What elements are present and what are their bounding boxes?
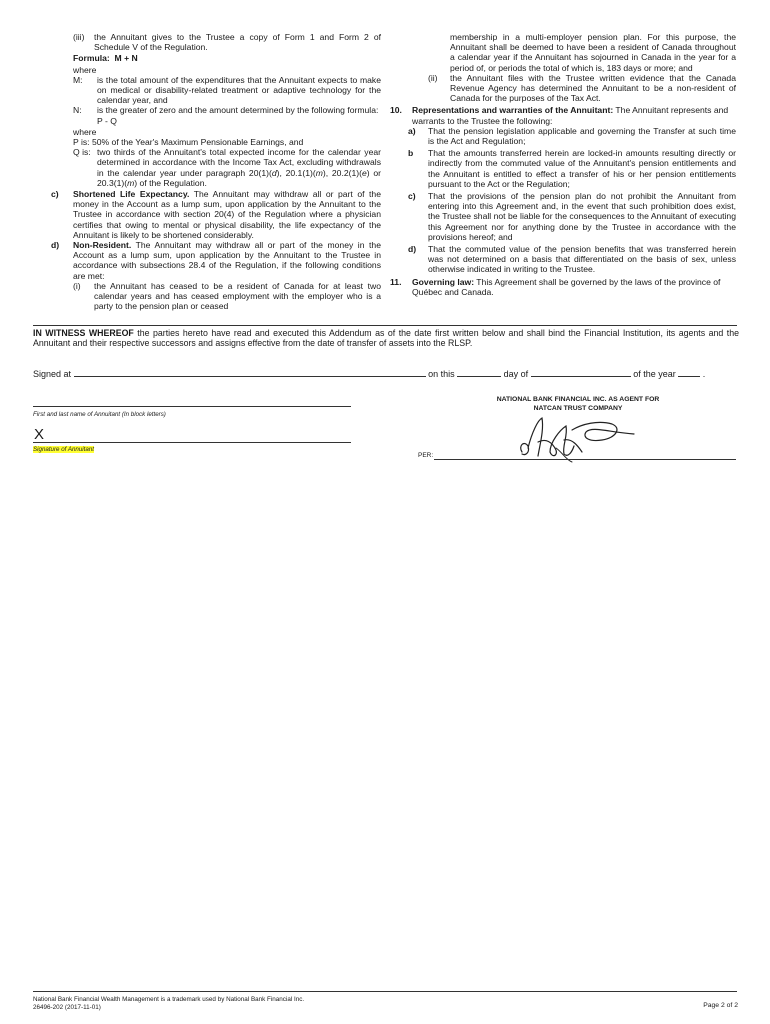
witness-text: the parties hereto have read and executed this Addendum as of the date first written below and shall bind the Financial Institution, its agents and the Annuitant and their respective successors and assigns effective from the date of transfer of assets into the RLSP.	[33, 328, 739, 349]
clause-iii	[73, 32, 381, 52]
agent-signature-field[interactable]	[434, 459, 736, 460]
on-this-label: on this	[428, 369, 455, 379]
definition-q-label: Q is:	[73, 147, 91, 158]
continued-text: membership in a multi-employer pension plan. For this purpose, the Annuitant shall be deemed to have been a resident of Canada throughout a calendar year if the Annuitant has sojourned in Canada in the year for a period of, or periods the total of which is, 183 days or more; and	[450, 32, 736, 73]
signature-caption-highlight: Signature of Annuitant	[33, 446, 95, 453]
clause-i-label: (i)	[73, 280, 81, 291]
nbf-line-2: NATCAN TRUST COMPANY	[533, 405, 623, 412]
section-11-title: Governing law:	[412, 276, 475, 287]
clause-i	[73, 281, 381, 312]
rep-c-label: c)	[408, 191, 416, 202]
of-the-year-label: of the year	[633, 369, 676, 379]
where-2: where	[73, 126, 97, 137]
rep-c	[408, 191, 736, 242]
section-10-text: The Annuitant represents and warrants to the Trustee the following:	[412, 105, 729, 126]
formula-pq: P - Q	[97, 115, 117, 126]
definition-p: P is: 50% of the Year's Maximum Pensionable Earnings, and	[73, 137, 304, 148]
formula-value: M + N	[114, 53, 138, 64]
annuitant-signature-field[interactable]	[33, 442, 351, 443]
definition-n-label: N:	[73, 105, 82, 116]
footer-trademark: National Bank Financial Wealth Management is a trademark used by National Bank Financial Inc.	[33, 996, 305, 1003]
clause-d-label: d)	[51, 240, 60, 251]
year-field[interactable]	[678, 368, 700, 377]
rep-d-text: That the commuted value of the pension benefits that was transferred herein was not determined on a basis that differentiated on the basis of sex, unless otherwise indicated in writing to the Trustee.	[428, 244, 736, 275]
witness-lead: IN WITNESS WHEREOF	[33, 328, 134, 338]
definition-n	[73, 105, 381, 115]
per-label: PER:	[418, 452, 434, 459]
nbf-line-1: NATIONAL BANK FINANCIAL INC. AS AGENT FOR	[496, 396, 660, 403]
definition-q-text: two thirds of the Annuitant's total expected income for the calendar year determined in accordance with the Income Tax Act, excluding withdrawals in the calendar year under paragraph 20(1)(d), 20.1(1)(m), 20.2(1)(e) or 20.3(1)(m) of the Regulation.	[97, 147, 382, 188]
rep-c-text: That the provisions of the pension plan do not prohibit the Annuitant from entering into this Agreement and, in the event that such prohibition does exist, the Trustee shall not be liable for the consequences to the Annuitant of executing this Agreement nor for anything done by the Trustee in accordance with the provisions hereof; and	[428, 191, 736, 242]
footer-divider	[33, 991, 737, 992]
clause-ii-label: (ii)	[428, 72, 438, 83]
day-of-label: day of	[503, 369, 529, 379]
day-field[interactable]	[457, 368, 501, 377]
section-11-text: This Agreement shall be governed by the laws of the province of Québec and Canada.	[412, 276, 721, 297]
clause-iii-label: (iii)	[73, 32, 85, 42]
clause-c-text: The Annuitant may withdraw all or part of the money in the Account as a lump sum, upon application by the Annuitant to the Trustee in accordance with section 20(4) of the Regulation where a physician certifies that owing to mental or physical disability, the life expectancy of the Annuitant is likely to be shortened considerably.	[73, 189, 381, 240]
clause-c-shortened-life	[51, 189, 381, 240]
section-11-label: 11.	[390, 276, 402, 287]
left-column	[51, 32, 381, 311]
footer-form-number: 26496-202 (2017-11-01)	[33, 1004, 101, 1011]
formula	[73, 53, 381, 63]
rep-d-label: d)	[408, 244, 417, 255]
definition-q	[73, 147, 381, 188]
rep-b-label: b	[408, 148, 414, 159]
page-number: Page 2 of 2	[703, 1002, 738, 1009]
handwritten-signature	[512, 412, 642, 464]
nbf-agent-block	[463, 395, 693, 413]
where-1: where	[73, 64, 97, 75]
rep-a	[408, 126, 736, 146]
rep-a-text: That the pension legislation applicable and governing the Transfer at such time is the Act and Regulation;	[428, 125, 736, 147]
clause-ii	[428, 73, 736, 104]
annuitant-signature-caption	[33, 446, 94, 453]
rep-b-text: That the amounts transferred herein are locked-in amounts resulting directly or indirectly from the commuted value of the Annuitant's pension entitlements and the Annuitant is entitled to effect a transfer of his or her pension entitlements pursuant to the Act or the Regulation;	[428, 148, 736, 189]
formula-label: Formula:	[73, 53, 110, 64]
rep-b	[408, 148, 736, 189]
definition-n-text: is the greater of zero and the amount determined by the following formula:	[97, 105, 379, 116]
definition-m-text: is the total amount of the expenditures that the Annuitant expects to make on medical or disability-related treatment or adaptive technology for the calendar year, and	[97, 74, 381, 106]
right-column	[390, 32, 736, 297]
signed-at-label: Signed at	[33, 369, 72, 379]
rep-d	[408, 244, 736, 275]
definition-m	[73, 75, 381, 106]
section-10	[390, 105, 736, 125]
signed-end: .	[702, 369, 706, 379]
witness-clause	[33, 328, 739, 349]
clause-c-label: c)	[51, 189, 59, 200]
annuitant-name-field[interactable]	[33, 406, 351, 407]
clause-d-non-resident	[51, 240, 381, 281]
clause-d-title: Non-Resident.	[73, 240, 132, 251]
section-10-label: 10.	[390, 105, 402, 116]
annuitant-name-caption: First and last name of Annuitant (In block letters)	[33, 411, 166, 418]
rep-a-label: a)	[408, 125, 416, 136]
signed-at-row	[33, 368, 739, 379]
definition-m-label: M:	[73, 74, 83, 85]
footer	[33, 996, 304, 1012]
section-divider	[33, 325, 737, 326]
clause-ii-text: the Annuitant files with the Trustee written evidence that the Canada Revenue Agency has determined the Annuitant to be a non-resident of Canada for the purposes of the Tax Act.	[450, 72, 736, 104]
clause-c-title: Shortened Life Expectancy.	[73, 189, 190, 200]
signed-at-field[interactable]	[74, 368, 426, 377]
signature-x-mark: X	[34, 426, 45, 443]
section-10-title: Representations and warranties of the Annuitant:	[412, 105, 614, 116]
clause-iii-text: the Annuitant gives to the Trustee a copy of Form 1 and Form 2 of Schedule V of the Regulation.	[94, 32, 381, 53]
month-field[interactable]	[531, 368, 631, 377]
clause-d-text: The Annuitant may withdraw all or part of the money in the Account as a lump sum, upon application by the Annuitant to the Trustee in accordance with subsections 28.4 of the Regulation, if the following conditions are met:	[73, 240, 381, 281]
section-11	[390, 277, 736, 297]
clause-i-text: the Annuitant has ceased to be a resident of Canada for at least two calendar years and has ceased employment with the employer who is a party to the pension plan or ceased	[94, 280, 381, 312]
